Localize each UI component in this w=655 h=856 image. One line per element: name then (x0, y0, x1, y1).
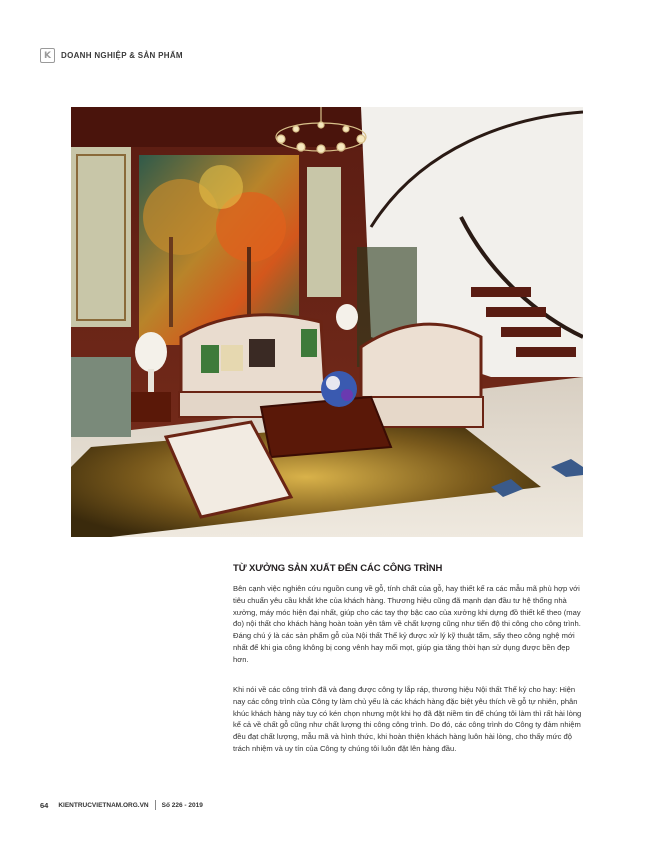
page-footer (40, 800, 203, 810)
footer-divider (155, 800, 156, 810)
section-label: DOANH NGHIỆP & SẢN PHẨM (61, 51, 183, 60)
article-paragraph: Khi nói về các công trình đã và đang được công ty lắp ráp, thương hiệu Nội thất Thế kỷ cho hay: Hiện nay các công trình của Công ty làm chủ yếu là các khách hàng đặc biệt yêu thích về gỗ tự nhiên, phân khúc khách hàng này tuy có kén chọn nhưng một khi họ đã đặt niềm tin để chúng tôi làm thì rất hài lòng kể cả về chất gỗ cũng như chất lượng thi công công trình. Do đó, các công trình do Công ty đảm nhiệm đều đạt chất lượng, mẫu mã và hình thức, khi hoàn thiện khách hàng luôn hài lòng, cho thấy mức độ trách nhiệm và uy tín của Công ty chúng tôi luôn đặt lên hàng đầu. (233, 685, 582, 753)
magazine-logo-icon: K (40, 48, 55, 63)
article-paragraph: Bên cạnh việc nghiên cứu nguồn cung về gỗ, tính chất của gỗ, hay thiết kế ra các mẫu mã phù hợp với tiêu chuẩn yêu cầu khắt khe của khách hàng. Thương hiệu cũng đã mạnh dạn đầu tư hệ thống nhà xưởng, máy móc hiện đại nhất, giúp cho các tay thợ bậc cao của xưởng khi dựng đồ thiết kế theo (may đo) nội thất cho khách hàng hoàn toàn yên tâm về chất lượng cũng như tiến độ thi công cho công trình. Đáng chú ý là các sản phẩm gỗ của Nội thất Thế kỷ được xử lý kỹ thuật tẩm, sấy theo công nghệ mới nhất để khi gia công không bị cong vênh hay mối mọt, giúp gia tăng thời hạn sử dụng được bền đẹp hơn. (233, 584, 581, 664)
issue-number: Số 226 - 2019 (161, 801, 203, 809)
article-heading: TỪ XƯỞNG SẢN XUẤT ĐẾN CÁC CÔNG TRÌNH (233, 563, 443, 574)
living-room-photo (71, 107, 583, 537)
page-header (40, 48, 183, 63)
publication-name: KIENTRUCVIETNAM.ORG.VN (58, 801, 149, 809)
page-number: 64 (40, 800, 49, 810)
